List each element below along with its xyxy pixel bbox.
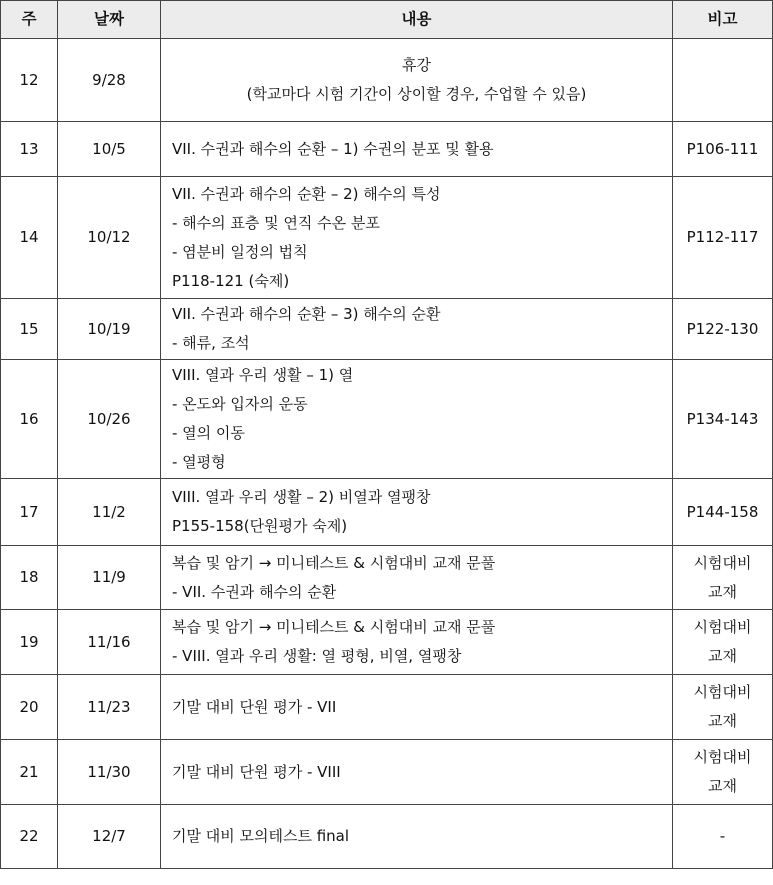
note-line: P122-130 [686,319,759,338]
content-line: 휴강 [402,56,431,74]
table-row [1,122,773,177]
note-line: 교재 [708,777,737,795]
content-line: 기말 대비 단원 평가 - VII [172,697,337,716]
note-line: 시험대비 [693,683,752,701]
table-row [1,546,773,610]
header-row [1,1,773,39]
date-cell: 10/12 [58,177,161,299]
schedule-body [1,39,773,869]
week-cell: 20 [1,675,58,740]
header-note: 비고 [673,1,773,39]
note-cell [673,805,773,869]
content-cell [161,479,673,546]
note-line: P144-158 [686,502,759,521]
note-line: 시험대비 [693,618,752,636]
note-line: 교재 [708,712,737,730]
table-row [1,610,773,675]
note-cell [673,479,773,546]
content-cell [161,177,673,299]
note-cell [673,299,773,360]
week-cell: 16 [1,360,58,479]
content-line: VII. 수권과 해수의 순환 – 1) 수권의 분포 및 활용 [172,139,494,158]
note-line: 시험대비 [693,553,752,572]
note-line: P106-111 [686,139,759,158]
content-cell [161,546,673,610]
note-line: P112-117 [686,228,759,246]
content-cell [161,122,673,177]
content-line: VII. 수권과 해수의 순환 – 2) 해수의 특성 [172,184,441,203]
content-line: P118-121 (숙제) [172,271,290,290]
week-cell: 21 [1,740,58,805]
week-cell: 13 [1,122,58,177]
table-row [1,299,773,360]
table-row [1,177,773,299]
content-line: - 온도와 입자의 운동 [172,395,308,413]
content-line: 기말 대비 모의테스트 final [172,827,350,845]
note-cell [673,740,773,805]
table-row [1,39,773,122]
table-row [1,479,773,546]
note-cell [673,122,773,177]
note-line: 시험대비 [693,748,752,766]
content-line: 기말 대비 단원 평가 - VIII [172,762,341,781]
note-cell [673,675,773,740]
date-cell: 12/7 [58,805,161,869]
week-cell: 15 [1,299,58,360]
date-cell: 11/30 [58,740,161,805]
date-cell: 10/26 [58,360,161,479]
table-row [1,360,773,479]
content-cell [161,299,673,360]
table-row [1,675,773,740]
note-cell [673,39,773,122]
week-cell: 17 [1,479,58,546]
content-cell [161,675,673,740]
note-line: - [719,827,726,845]
note-line: 교재 [708,647,737,665]
content-line: - 열의 이동 [172,424,245,442]
note-cell [673,610,773,675]
week-cell: 22 [1,805,58,869]
content-cell [161,39,673,122]
week-cell: 12 [1,39,58,122]
content-line: 복습 및 암기 → 미니테스트 & 시험대비 교재 문풀 [172,618,496,636]
date-cell: 11/9 [58,546,161,610]
content-cell [161,360,673,479]
content-line: - VII. 수권과 해수의 순환 [172,582,337,601]
table-row [1,805,773,869]
note-line: 교재 [708,582,737,601]
date-cell: 11/23 [58,675,161,740]
content-line: - 열평형 [172,453,226,471]
note-cell [673,177,773,299]
content-line: 복습 및 암기 → 미니테스트 & 시험대비 교재 문풀 [172,553,496,572]
content-cell [161,610,673,675]
content-cell [161,805,673,869]
date-cell: 10/5 [58,122,161,177]
note-cell [673,360,773,479]
table-row [1,740,773,805]
header-date: 날짜 [58,1,161,39]
content-line: (학교마다 시험 기간이 상이할 경우, 수업할 수 있음) [246,85,587,103]
content-line: VII. 수권과 해수의 순환 – 3) 해수의 순환 [172,305,441,323]
content-cell [161,740,673,805]
content-line: - 염분비 일정의 법칙 [172,242,308,261]
week-cell: 18 [1,546,58,610]
content-line: - 해류, 조석 [172,334,250,352]
content-line: VIII. 열과 우리 생활 – 2) 비열과 열팽창 [172,488,431,506]
date-cell: 10/19 [58,299,161,360]
date-cell: 11/2 [58,479,161,546]
week-cell: 19 [1,610,58,675]
content-line: VIII. 열과 우리 생활 – 1) 열 [172,366,354,384]
header-week: 주 [1,1,58,39]
header-content: 내용 [161,1,673,39]
content-line: - VIII. 열과 우리 생활: 열 평형, 비열, 열팽창 [172,647,462,665]
date-cell: 9/28 [58,39,161,122]
content-line: P155-158(단원평가 숙제) [172,517,348,535]
week-cell: 14 [1,177,58,299]
note-cell [673,546,773,610]
content-line: - 해수의 표층 및 연직 수온 분포 [172,213,380,232]
note-line: P134-143 [686,409,759,428]
date-cell: 11/16 [58,610,161,675]
